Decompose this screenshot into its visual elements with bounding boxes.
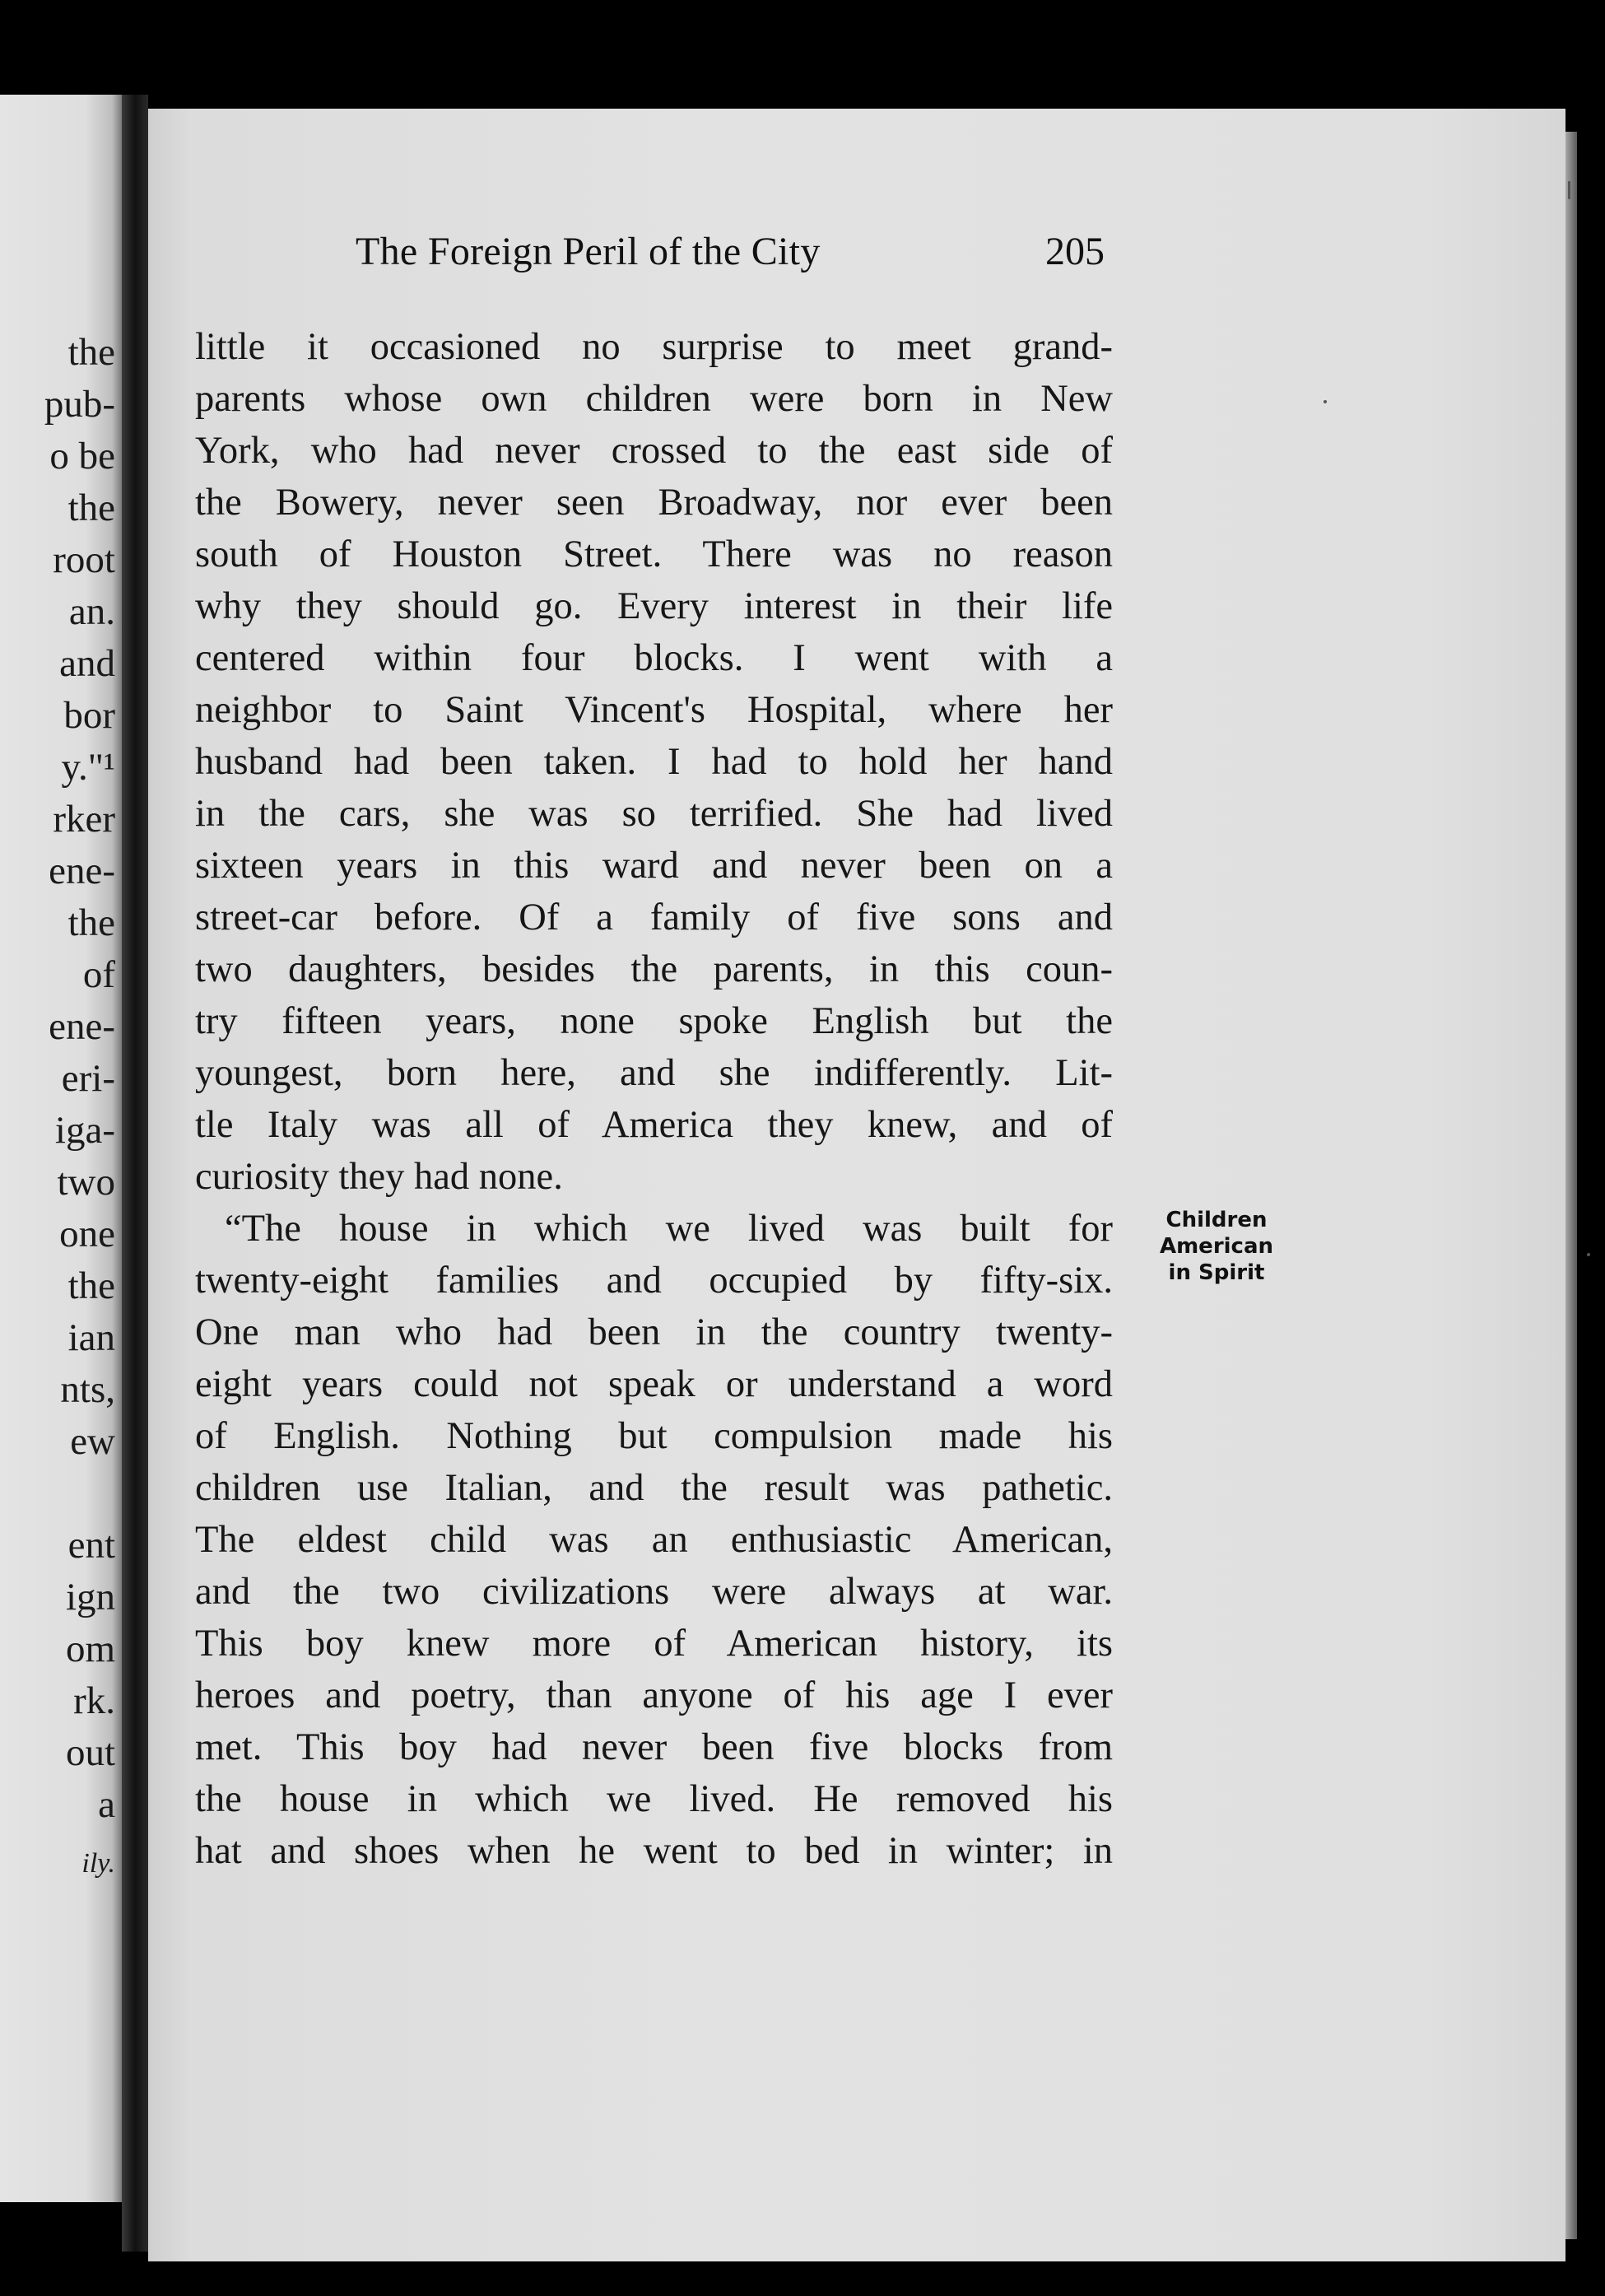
text-line: met. This boy had never been five blocks from: [195, 1726, 1113, 1768]
left-page-fragment: ew: [70, 1420, 115, 1463]
left-page-fragment: and: [59, 642, 115, 685]
text-line: “The house in which we lived was built for: [225, 1208, 1113, 1250]
left-page-fragment: ign: [65, 1576, 115, 1618]
page-number: 205: [1045, 230, 1105, 273]
left-page-fragment: an.: [68, 590, 115, 633]
left-page-fragment: nts,: [60, 1368, 115, 1411]
running-head: The Foreign Peril of the City: [356, 230, 821, 273]
text-line: street-car before. Of a family of five sons and: [195, 897, 1113, 938]
text-line: the Bowery, never seen Broadway, nor ever been: [195, 482, 1113, 524]
left-page-fragment: o be: [49, 435, 115, 477]
left-page-fragment: of: [82, 953, 115, 996]
left-page-fragment: y."¹: [61, 746, 115, 789]
text-line: in the cars, she was so terrified. She had lived: [195, 793, 1113, 835]
left-page-fragment: the: [67, 331, 115, 374]
text-line: two daughters, besides the parents, in this coun-: [195, 948, 1113, 990]
left-page-fragment: om: [65, 1628, 115, 1670]
text-line: the house in which we lived. He removed his: [195, 1778, 1113, 1820]
text-line: south of Houston Street. There was no reason: [195, 533, 1113, 575]
scan-speck: [1324, 400, 1327, 403]
text-line: York, who had never crossed to the east side of: [195, 430, 1113, 472]
page-edge-shadow: [1565, 132, 1577, 2239]
sidenote-line: American: [1159, 1234, 1274, 1259]
body-text: [195, 321, 1113, 1877]
text-line: tle Italy was all of America they knew, and of: [195, 1104, 1113, 1146]
left-page-fragment: pub-: [44, 383, 115, 426]
text-line: heroes and poetry, than anyone of his age I ever: [195, 1674, 1113, 1716]
left-facing-page: [0, 95, 122, 2202]
text-line: One man who had been in the country twenty-: [195, 1311, 1113, 1353]
left-page-fragment: eri-: [61, 1057, 115, 1100]
text-line: eight years could not speak or understand a word: [195, 1363, 1113, 1405]
text-line: try fifteen years, none spoke English but the: [195, 1000, 1113, 1042]
left-page-fragment: the: [67, 1264, 115, 1307]
left-page-fragment: the: [67, 487, 115, 529]
left-page-fragment: two: [57, 1161, 115, 1204]
text-line: sixteen years in this ward and never been on a: [195, 845, 1113, 887]
sidenote-line: Children: [1165, 1208, 1268, 1232]
left-page-fragment: ent: [67, 1524, 115, 1567]
text-line: This boy knew more of American history, its: [195, 1623, 1113, 1665]
left-page-footnote-fragment: ily.: [81, 1848, 115, 1879]
text-line: and the two civilizations were always at war.: [195, 1571, 1113, 1613]
margin-sidenote: [1134, 1207, 1299, 1286]
book-gutter: [122, 95, 148, 2252]
left-page-fragment: ene-: [49, 850, 115, 892]
text-line: neighbor to Saint Vincent's Hospital, where her: [195, 689, 1113, 731]
left-page-fragment: one: [59, 1213, 115, 1255]
left-page-fragment: bor: [63, 694, 115, 737]
text-line: children use Italian, and the result was pathetic.: [195, 1467, 1113, 1509]
scan-speck: [1568, 181, 1570, 199]
text-line: twenty-eight families and occupied by fifty-six.: [195, 1260, 1113, 1302]
left-page-fragment: rk.: [73, 1679, 115, 1722]
text-line: centered within four blocks. I went with a: [195, 637, 1113, 679]
left-page-fragment: a: [98, 1783, 115, 1826]
text-line: The eldest child was an enthusiastic American,: [195, 1519, 1113, 1561]
text-line: why they should go. Every interest in their life: [195, 585, 1113, 627]
left-page-fragment: rker: [53, 798, 115, 841]
sidenote-line: in Spirit: [1168, 1260, 1265, 1285]
left-page-fragment: ene-: [49, 1005, 115, 1048]
text-line: of English. Nothing but compulsion made his: [195, 1415, 1113, 1457]
left-page-fragment: the: [67, 901, 115, 944]
text-line: curiosity they had none.: [195, 1156, 563, 1198]
text-line: hat and shoes when he went to bed in winter; in: [195, 1830, 1113, 1872]
left-page-fragment: root: [53, 538, 115, 581]
scan-speck: [1587, 1253, 1590, 1256]
text-line: youngest, born here, and she indifferently. Lit-: [195, 1052, 1113, 1094]
text-line: parents whose own children were born in New: [195, 378, 1113, 420]
left-page-fragment: ian: [67, 1316, 115, 1359]
left-page-fragment: out: [65, 1731, 115, 1774]
text-line: husband had been taken. I had to hold her hand: [195, 741, 1113, 783]
left-page-fragment: iga-: [54, 1109, 115, 1152]
text-line: little it occasioned no surprise to meet grand-: [195, 326, 1113, 368]
